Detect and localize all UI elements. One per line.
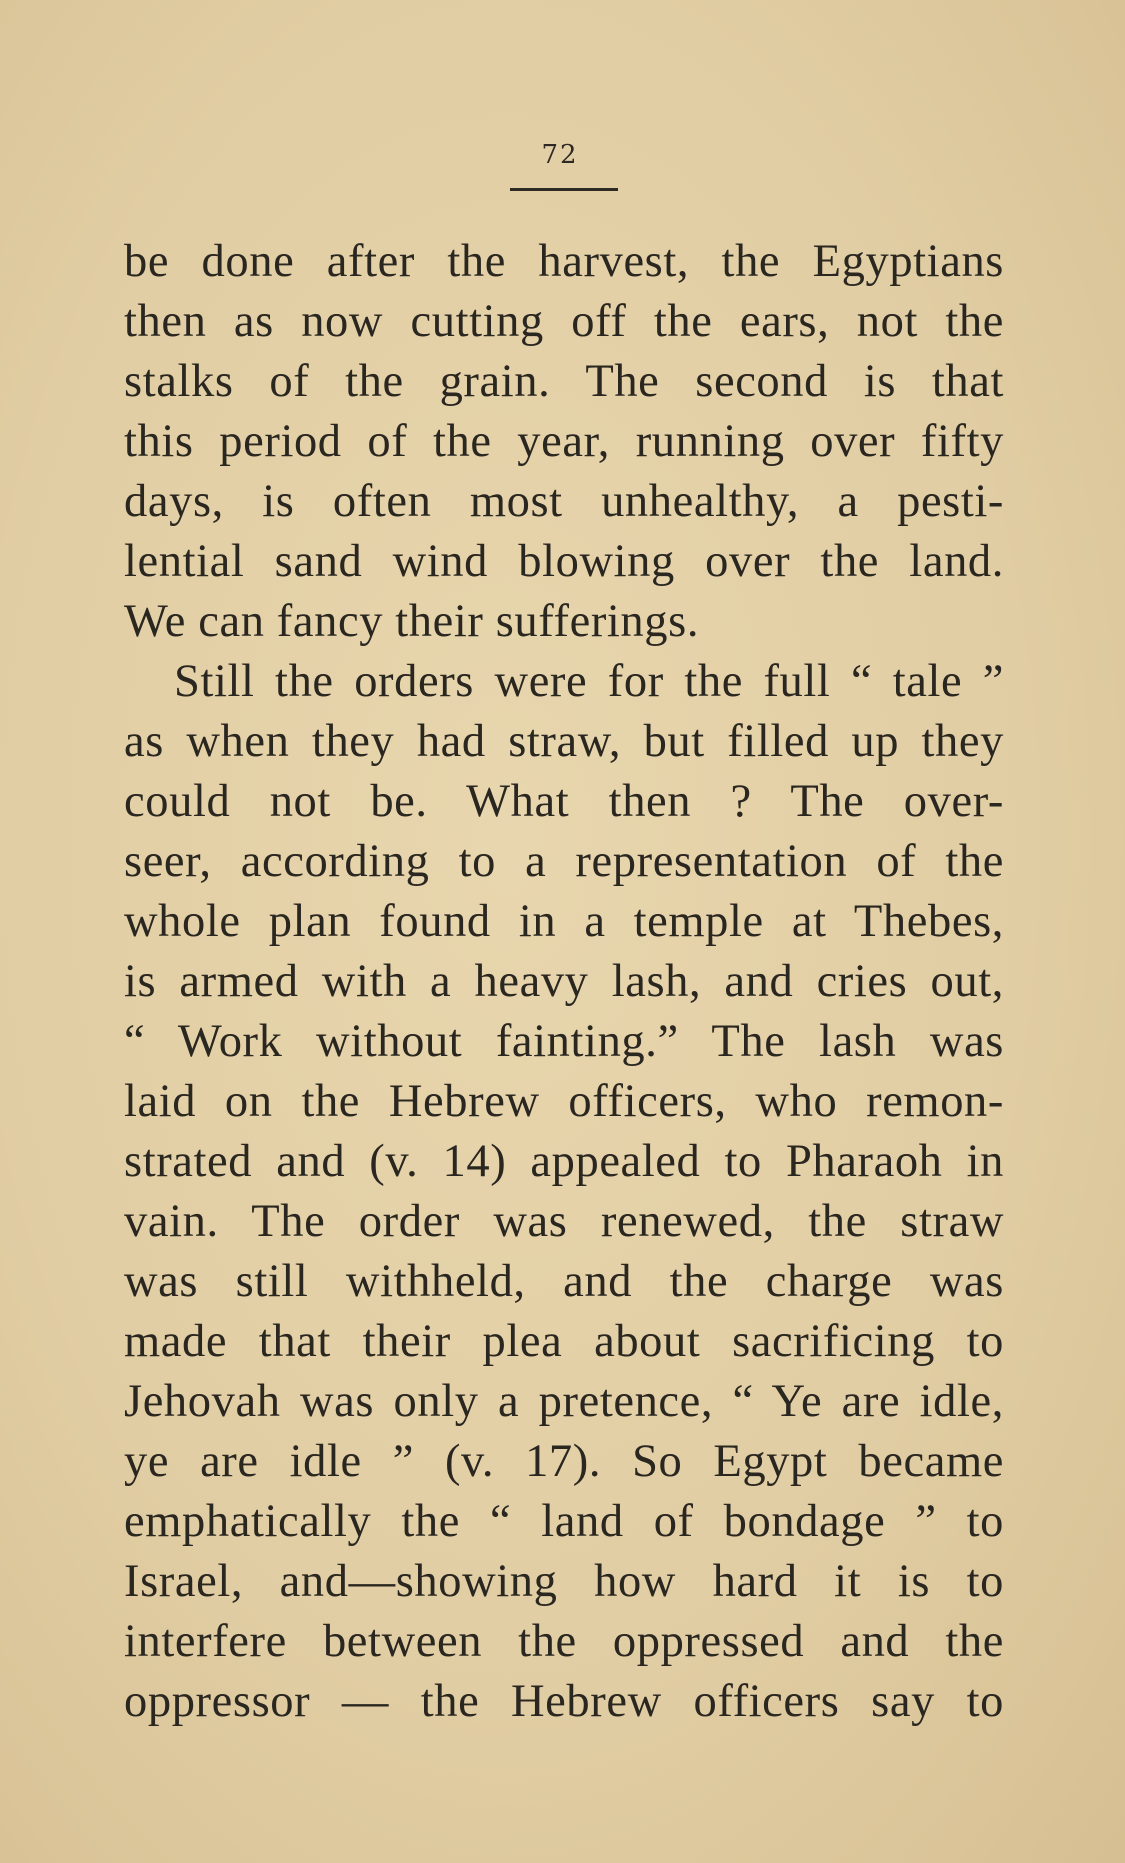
text-line: be done after the harvest, the Egyptians bbox=[124, 236, 1004, 287]
text-line: stalks of the grain. The second is that bbox=[124, 356, 1004, 407]
text-line: “ Work without fainting.” The lash was bbox=[124, 1016, 1004, 1067]
text-line: as when they had straw, but filled up they bbox=[124, 716, 1004, 767]
text-line: lential sand wind blowing over the land. bbox=[124, 536, 1004, 587]
body-text bbox=[124, 232, 1004, 1732]
text-line: strated and (v. 14) appealed to Pharaoh in bbox=[124, 1136, 1004, 1187]
text-line: laid on the Hebrew officers, who remon- bbox=[124, 1076, 1004, 1127]
text-line: vain. The order was renewed, the straw bbox=[124, 1196, 1004, 1247]
text-line: made that their plea about sacrificing to bbox=[124, 1316, 1004, 1367]
text-line: emphatically the “ land of bondage ” to bbox=[124, 1496, 1004, 1547]
text-line: interfere between the oppressed and the bbox=[124, 1616, 1004, 1667]
text-line: oppressor — the Hebrew officers say to bbox=[124, 1676, 1004, 1727]
text-line: then as now cutting off the ears, not the bbox=[124, 296, 1004, 347]
text-line: could not be. What then ? The over- bbox=[124, 776, 1004, 827]
text-line: Israel, and—showing how hard it is to bbox=[124, 1556, 1004, 1607]
text-line: We can fancy their sufferings. bbox=[124, 596, 700, 647]
text-line: whole plan found in a temple at Thebes, bbox=[124, 896, 1004, 947]
text-line: seer, according to a representation of the bbox=[124, 836, 1004, 887]
text-line: Jehovah was only a pretence, “ Ye are idle, bbox=[124, 1376, 1004, 1427]
text-line: was still withheld, and the charge was bbox=[124, 1256, 1004, 1307]
text-line: this period of the year, running over fifty bbox=[124, 416, 1004, 467]
header-rule bbox=[510, 188, 618, 191]
text-line: days, is often most unhealthy, a pesti- bbox=[124, 476, 1004, 527]
text-line: ye are idle ” (v. 17). So Egypt became bbox=[124, 1436, 1004, 1487]
paragraph-start-line: Still the orders were for the full “ tale ” bbox=[174, 656, 1004, 707]
text-line: is armed with a heavy lash, and cries out, bbox=[124, 956, 1004, 1007]
page-number: 72 bbox=[541, 140, 579, 170]
